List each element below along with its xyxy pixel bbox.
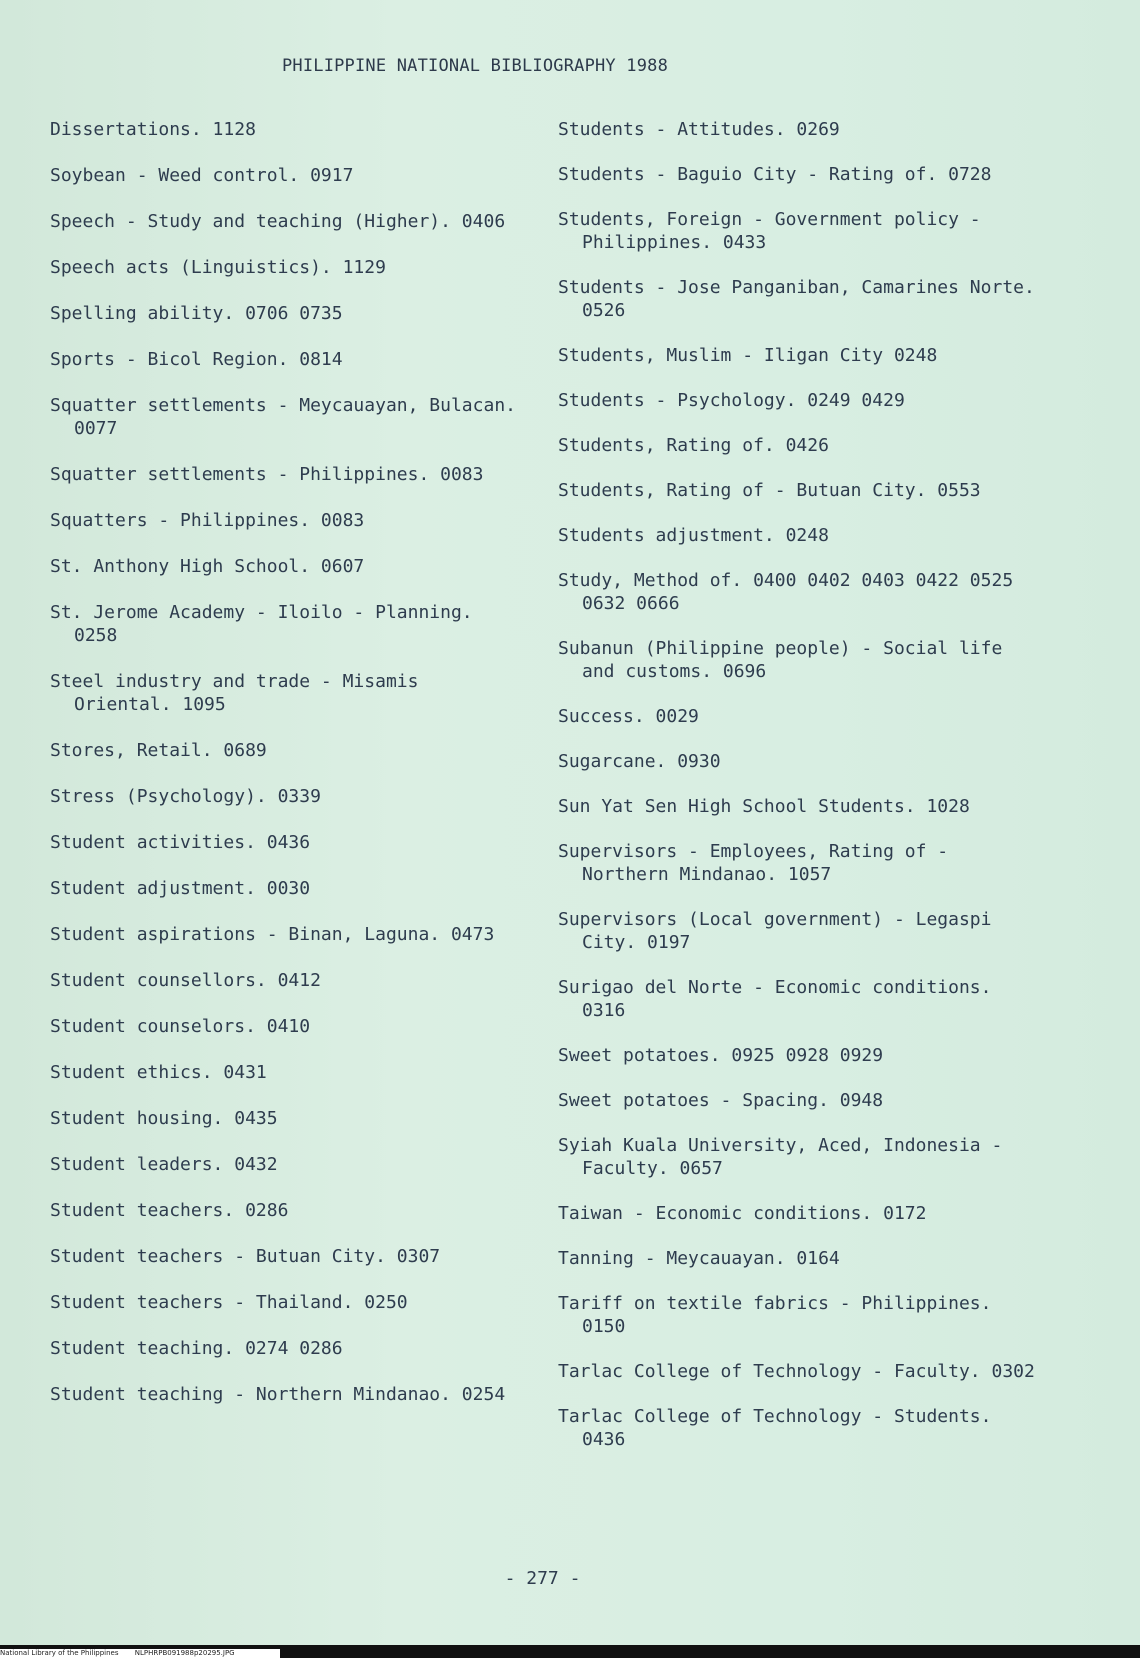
index-entry: Student counselors. 0410 (50, 1016, 311, 1037)
index-entry: Stress (Psychology). 0339 (50, 786, 321, 807)
index-entry: Students, Foreign - Government policy - Philippines. 0433 (558, 209, 981, 253)
page-title: PHILIPPINE NATIONAL BIBLIOGRAPHY 1988 (281, 56, 669, 76)
index-entry: Student activities. 0436 (50, 832, 311, 853)
index-entry: Student leaders. 0432 (50, 1154, 278, 1175)
index-entry: Syiah Kuala University, Aced, Indonesia - Faculty. 0657 (558, 1135, 1003, 1179)
index-entry: Speech - Study and teaching (Higher). 0406 (50, 211, 506, 232)
index-entry: Squatter settlements - Philippines. 0083 (50, 464, 484, 485)
index-entry: Sun Yat Sen High School Students. 1028 (558, 796, 970, 817)
footer-file: NLPHRPB091988p20295.JPG (134, 1649, 235, 1657)
index-entry: St. Anthony High School. 0607 (50, 556, 365, 577)
index-entry: Speech acts (Linguistics). 1129 (50, 257, 386, 278)
index-entry: Surigao del Norte - Economic conditions. 0316 (558, 977, 992, 1021)
index-entry: Students - Jose Panganiban, Camarines Norte. 0526 (558, 277, 1035, 321)
index-entry: Student teaching. 0274 0286 (50, 1338, 343, 1359)
footer-library: National Library of the Philippines (0, 1649, 119, 1657)
index-entry: Tarlac College of Technology - Students. 0436 (558, 1406, 992, 1450)
index-entry: Supervisors (Local government) - Legaspi City. 0197 (558, 909, 992, 953)
index-entry: Students, Rating of. 0426 (558, 435, 829, 456)
index-entry: Students - Attitudes. 0269 (558, 119, 840, 140)
index-entry: Student teachers - Thailand. 0250 (50, 1292, 408, 1313)
index-entry: Student aspirations - Binan, Laguna. 0473 (50, 924, 495, 945)
index-entry: Squatter settlements - Meycauayan, Bulacan. 0077 (50, 395, 516, 439)
index-entry: Student ethics. 0431 (50, 1062, 267, 1083)
index-entry: Spelling ability. 0706 0735 (50, 303, 343, 324)
index-entry: Students - Baguio City - Rating of. 0728 (558, 164, 992, 185)
index-entry: Soybean - Weed control. 0917 (50, 165, 354, 186)
index-entry: Tariff on textile fabrics - Philippines. 0150 (558, 1293, 992, 1337)
index-entry: Steel industry and trade - Misamis Oriental. 1095 (50, 671, 419, 715)
page-number: - 277 - (504, 1568, 581, 1589)
index-entry: Taiwan - Economic conditions. 0172 (558, 1203, 927, 1224)
index-entry: Tarlac College of Technology - Faculty. 0302 (558, 1361, 1035, 1382)
index-entry: Student counsellors. 0412 (50, 970, 321, 991)
index-column-right (558, 118, 1038, 1473)
index-entry: Supervisors - Employees, Rating of - Northern Mindanao. 1057 (558, 841, 949, 885)
index-entry: Students, Muslim - Iligan City 0248 (558, 345, 938, 366)
index-entry: Stores, Retail. 0689 (50, 740, 267, 761)
scan-footer (0, 1649, 280, 1658)
index-entry: Student housing. 0435 (50, 1108, 278, 1129)
index-entry: Student teaching - Northern Mindanao. 0254 (50, 1384, 506, 1405)
index-entry: Sweet potatoes. 0925 0928 0929 (558, 1045, 884, 1066)
index-entry: Sugarcane. 0930 (558, 751, 721, 772)
index-entry: Dissertations. 1128 (50, 119, 256, 140)
index-entry: Students - Psychology. 0249 0429 (558, 390, 905, 411)
index-entry: Sports - Bicol Region. 0814 (50, 349, 343, 370)
index-entry: Student adjustment. 0030 (50, 878, 311, 899)
index-entry: Student teachers. 0286 (50, 1200, 289, 1221)
index-entry: Subanun (Philippine people) - Social life and customs. 0696 (558, 638, 1003, 682)
index-entry: Squatters - Philippines. 0083 (50, 510, 365, 531)
index-entry: Students adjustment. 0248 (558, 525, 829, 546)
index-entry: St. Jerome Academy - Iloilo - Planning. 0258 (50, 602, 473, 646)
index-column-left (50, 118, 520, 1429)
index-entry: Students, Rating of - Butuan City. 0553 (558, 480, 981, 501)
index-entry: Study, Method of. 0400 0402 0403 0422 0525 0632 0666 (558, 570, 1014, 614)
index-entry: Tanning - Meycauayan. 0164 (558, 1248, 840, 1269)
index-entry: Student teachers - Butuan City. 0307 (50, 1246, 441, 1267)
index-entry: Success. 0029 (558, 706, 699, 727)
index-entry: Sweet potatoes - Spacing. 0948 (558, 1090, 884, 1111)
